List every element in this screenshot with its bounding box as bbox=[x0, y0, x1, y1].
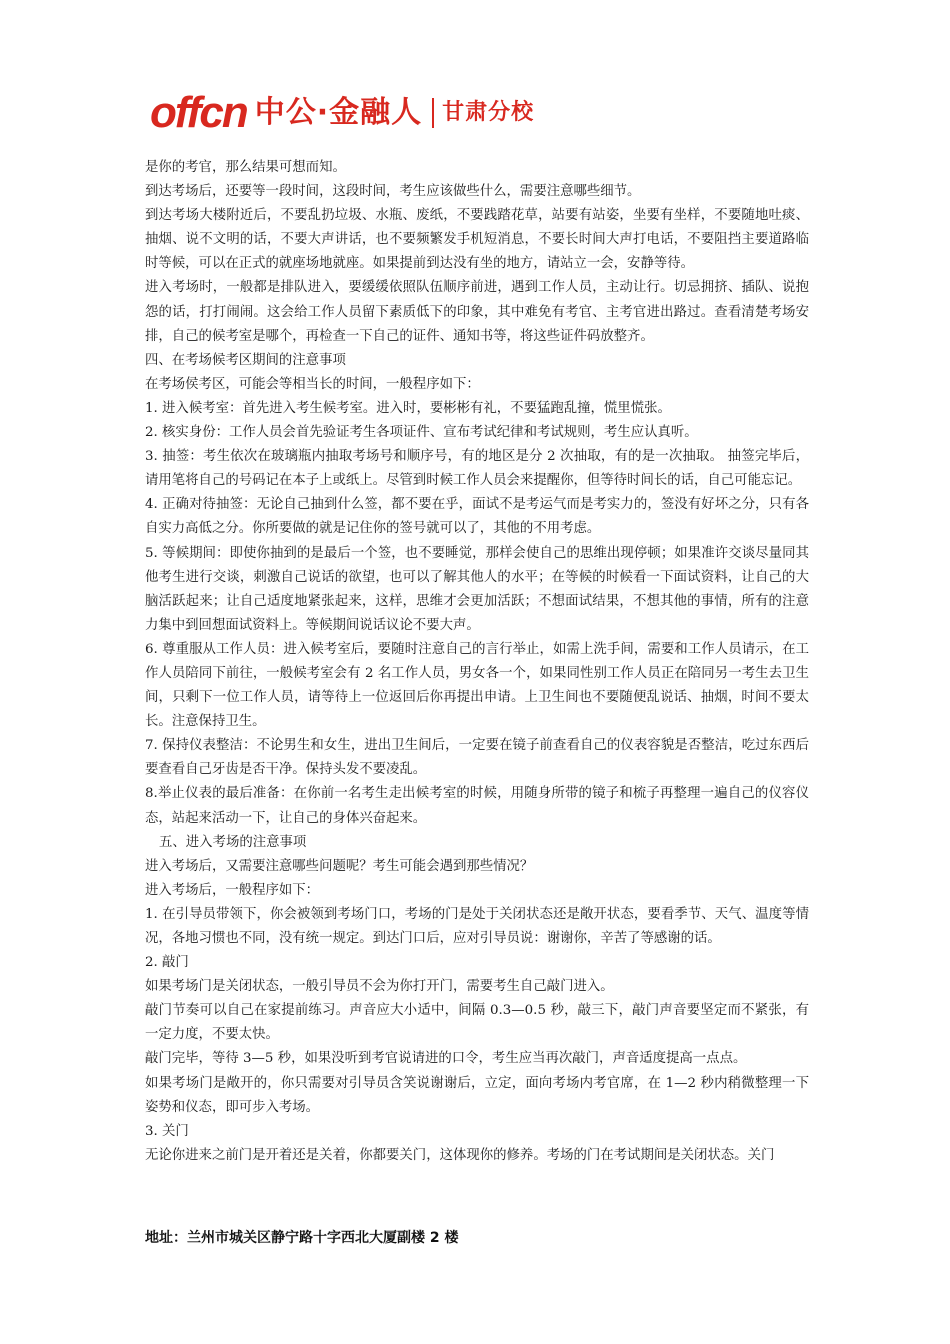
paragraph: 敲门节奏可以自己在家提前练习。声音应大小适中，间隔 0.3—0.5 秒，敲三下，敲门声音要坚定而不紧张，有一定力度，不要太快。 bbox=[145, 1003, 809, 1043]
logo-latin-text: offcn bbox=[150, 88, 247, 137]
offcn-logo bbox=[150, 88, 534, 138]
paragraph: 进入考场时，一般都是排队进入，要缓缓依照队伍顺序前进，遇到工作人员，主动让行。切忌拥挤、插队、说抱怨的话，打打闹闹。这会给工作人员留下素质低下的印象，其中难免有考官、主考官进出路过。查看清楚考场安排，自己的候考室是哪个，再检查一下自己的证件、通知书等，将这些证件码放整齐。 bbox=[145, 280, 809, 344]
list-item: 3. 关门 bbox=[145, 1123, 189, 1139]
document-body bbox=[145, 156, 809, 1168]
list-item: 1. 在引导员带领下，你会被领到考场门口，考场的门是处于关闭状态还是敞开状态，要看季节、天气、温度等情况，各地习惯也不同，没有统一规定。到达门口后，应对引导员说：谢谢你，辛苦了等感谢的话。 bbox=[145, 906, 809, 946]
list-item: 5. 等候期间：即使你抽到的是最后一个签，也不要睡觉，那样会使自己的思维出现停顿；如果准许交谈尽量同其他考生进行交谈，刺激自己说话的欲望，也可以了解其他人的水平；在等候的时候看一下面试资料，让自己的大脑活跃起来；让自己适度地紧张起来，这样，思维才会更加活跃；不想面试结果，不想其他的事情，所有的注意力集中到回想面试资料上。等候期间说话议论不要大声。 bbox=[145, 545, 809, 633]
paragraph: 无论你进来之前门是开着还是关着，你都要关门，这体现你的修养。考场的门在考试期间是关闭状态。关门 bbox=[145, 1147, 775, 1163]
list-item: 2. 敲门 bbox=[145, 955, 189, 971]
paragraph: 到达考场后，还要等一段时间，这段时间，考生应该做些什么，需要注意哪些细节。 bbox=[145, 184, 641, 200]
list-item: 6. 尊重服从工作人员：进入候考室后，要随时注意自己的言行举止，如需上洗手间，需要和工作人员请示，在工作人员陪同下前往，一般候考室会有 2 名工作人员，男女各一个，如果同性别工作人员正在陪同另一考生去卫生间，只剩下一位工作人员，请等待上一位返回后你再提出申请。上卫生间也不要随便乱说话、抽烟，时间不要太长。注意保持卫生。 bbox=[145, 641, 809, 730]
logo-chinese-text: 中公·金融人 bbox=[254, 95, 423, 130]
list-item: 2. 核实身份：工作人员会首先验证考生各项证件、宣布考试纪律和考试规则，考生应认真听。 bbox=[145, 425, 698, 441]
section-heading: 五、进入考场的注意事项 bbox=[159, 834, 307, 850]
paragraph: 到达考场大楼附近后，不要乱扔垃圾、水瓶、废纸，不要践踏花草，站要有站姿，坐要有坐样，不要随地吐痰、抽烟、说不文明的话，不要大声讲话，也不要频繁发手机短消息，不要长时间大声打电话，不要阻挡主要道路临时等候，可以在正式的就座场地就座。如果提前到达没有坐的地方，请站立一会，安静等待。 bbox=[145, 208, 809, 272]
list-item: 8.举止仪表的最后准备：在你前一名考生走出候考室的时候，用随身所带的镜子和梳子再整理一遍自己的仪容仪态，站起来活动一下，让自己的身体兴奋起来。 bbox=[145, 786, 809, 826]
paragraph: 如果考场门是敞开的，你只需要对引导员含笑说谢谢后，立定，面向考场内考官席，在 1—2 秒内稍微整理一下姿势和仪态，即可步入考场。 bbox=[145, 1075, 809, 1115]
section-heading: 四、在考场候考区期间的注意事项 bbox=[145, 352, 346, 368]
list-item: 7. 保持仪表整洁：不论男生和女生，进出卫生间后，一定要在镜子前查看自己的仪表容貌是否整洁，吃过东西后要查看自己牙齿是否干净。保持头发不要凌乱。 bbox=[145, 738, 809, 778]
footer-address: 地址：兰州市城关区静宁路十字西北大厦副楼 2 楼 bbox=[145, 1230, 459, 1246]
list-item: 1. 进入候考室：首先进入考生候考室。进入时，要彬彬有礼，不要猛跑乱撞，慌里慌张。 bbox=[145, 400, 671, 416]
paragraph: 是你的考官，那么结果可想而知。 bbox=[145, 160, 346, 175]
paragraph: 敲门完毕，等待 3—5 秒，如果没听到考官说请进的口令，考生应当再次敲门，声音适度提高一点点。 bbox=[145, 1051, 747, 1067]
paragraph: 进入考场后，又需要注意哪些问题呢？考生可能会遇到那些情况？ bbox=[145, 858, 534, 874]
paragraph: 在考场侯考区，可能会等相当长的时间，一般程序如下： bbox=[145, 376, 480, 392]
paragraph: 如果考场门是关闭状态，一般引导员不会为你打开门，需要考生自己敲门进入。 bbox=[145, 979, 614, 995]
paragraph: 进入考场后，一般程序如下： bbox=[145, 882, 320, 898]
logo-branch-text: 甘肃分校 bbox=[442, 100, 535, 125]
list-item: 3. 抽签：考生依次在玻璃瓶内抽取考场号和顺序号，有的地区是分 2 次抽取，有的是一次抽取。 抽签完毕后，请用笔将自己的号码记在本子上或纸上。尽管到时候工作人员会来提醒你，但等待时间长的话，自己可能忘记。 bbox=[145, 449, 809, 489]
list-item: 4. 正确对待抽签：无论自己抽到什么签，都不要在乎，面试不是考运气而是考实力的，签没有好坏之分，只有各自实力高低之分。你所要做的就是记住你的签号就可以了，其他的不用考虑。 bbox=[145, 497, 809, 537]
logo-separator bbox=[432, 98, 434, 128]
